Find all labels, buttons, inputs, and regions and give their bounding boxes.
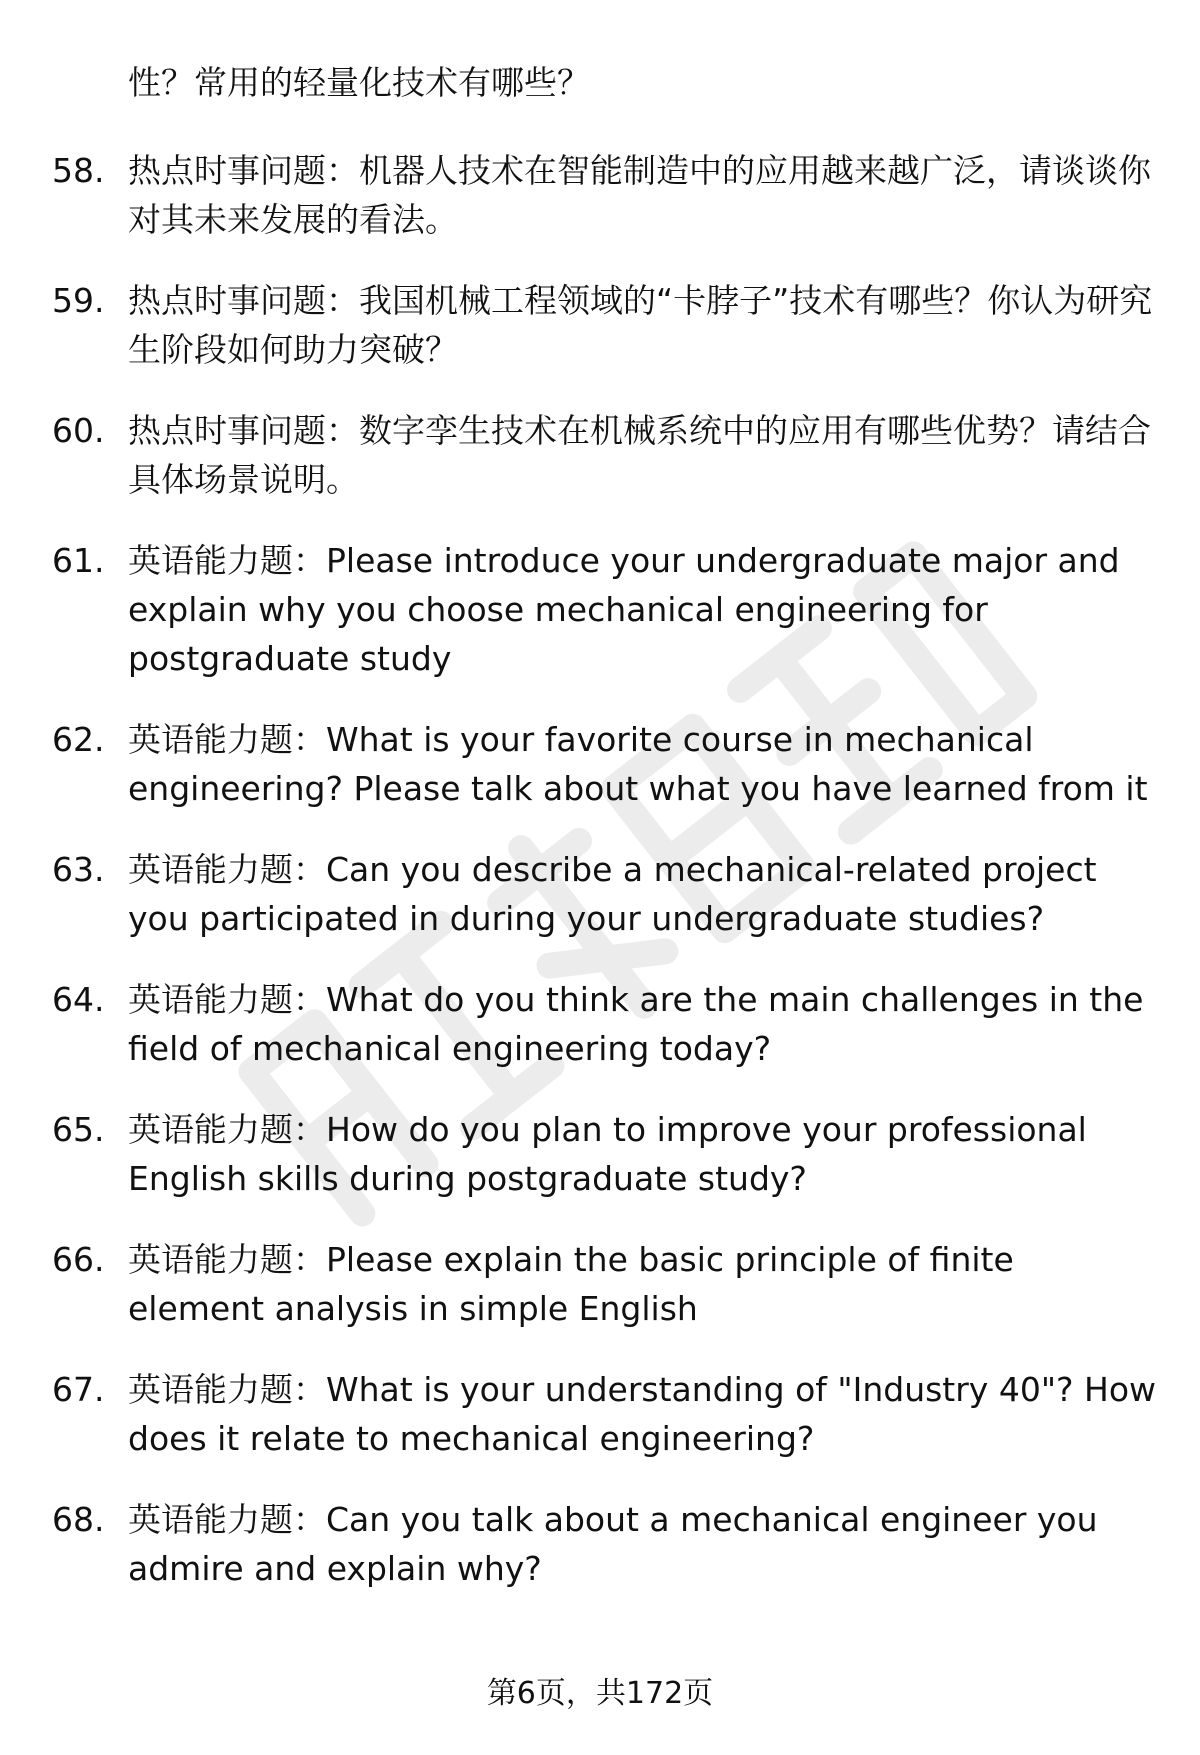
question-item [0, 276, 1200, 374]
question-number: 64. [52, 980, 105, 1019]
question-number: 65. [52, 1110, 105, 1149]
question-item [0, 1365, 1200, 1463]
question-item [0, 845, 1200, 943]
question-item [0, 1235, 1200, 1333]
question-item [0, 406, 1200, 504]
question-number: 58. [52, 151, 105, 190]
question-number: 68. [52, 1500, 105, 1539]
continuation-text: 性？常用的轻量化技术有哪些？ [128, 63, 590, 102]
question-item [0, 536, 1200, 683]
question-number: 59. [52, 281, 105, 320]
question-list [0, 146, 1200, 1625]
question-text: 英语能力题：What do you think are the main challenges in the field of mechanical engineering today? [128, 980, 1144, 1068]
question-number: 63. [52, 850, 105, 889]
question-item [0, 1105, 1200, 1203]
question-text: 英语能力题：Please explain the basic principle of finite element analysis in simple English [128, 1240, 1014, 1328]
question-text: 热点时事问题：机器人技术在智能制造中的应用越来越广泛，请谈谈你对其未来发展的看法。 [128, 151, 1151, 239]
question-text: 英语能力题：What is your favorite course in mechanical engineering? Please talk about what you have learned from it [128, 720, 1148, 808]
question-text: 英语能力题：How do you plan to improve your professional English skills during postgraduate study? [128, 1110, 1087, 1198]
question-number: 67. [52, 1370, 105, 1409]
question-text: 英语能力题：Can you talk about a mechanical engineer you admire and explain why? [128, 1500, 1098, 1588]
question-text: 热点时事问题：我国机械工程领域的“卡脖子”技术有哪些？你认为研究生阶段如何助力突破？ [128, 281, 1153, 369]
question-text: 英语能力题：What is your understanding of "Industry 40"? How does it relate to mechanical engineering? [128, 1370, 1156, 1458]
question-text: 英语能力题：Can you describe a mechanical-related project you participated in during your undergraduate studies? [128, 850, 1097, 938]
question-item [0, 715, 1200, 813]
question-item [0, 146, 1200, 244]
question-text: 热点时事问题：数字孪生技术在机械系统中的应用有哪些优势？请结合具体场景说明。 [128, 411, 1151, 499]
question-number: 62. [52, 720, 105, 759]
question-number: 66. [52, 1240, 105, 1279]
question-item [0, 975, 1200, 1073]
question-text: 英语能力题：Please introduce your undergraduate major and explain why you choose mechanical engineering for postgraduate study [128, 541, 1120, 678]
question-number: 60. [52, 411, 105, 450]
question-number: 61. [52, 541, 105, 580]
question-item [0, 1495, 1200, 1593]
page-number: 第6页，共172页 [486, 1676, 714, 1711]
